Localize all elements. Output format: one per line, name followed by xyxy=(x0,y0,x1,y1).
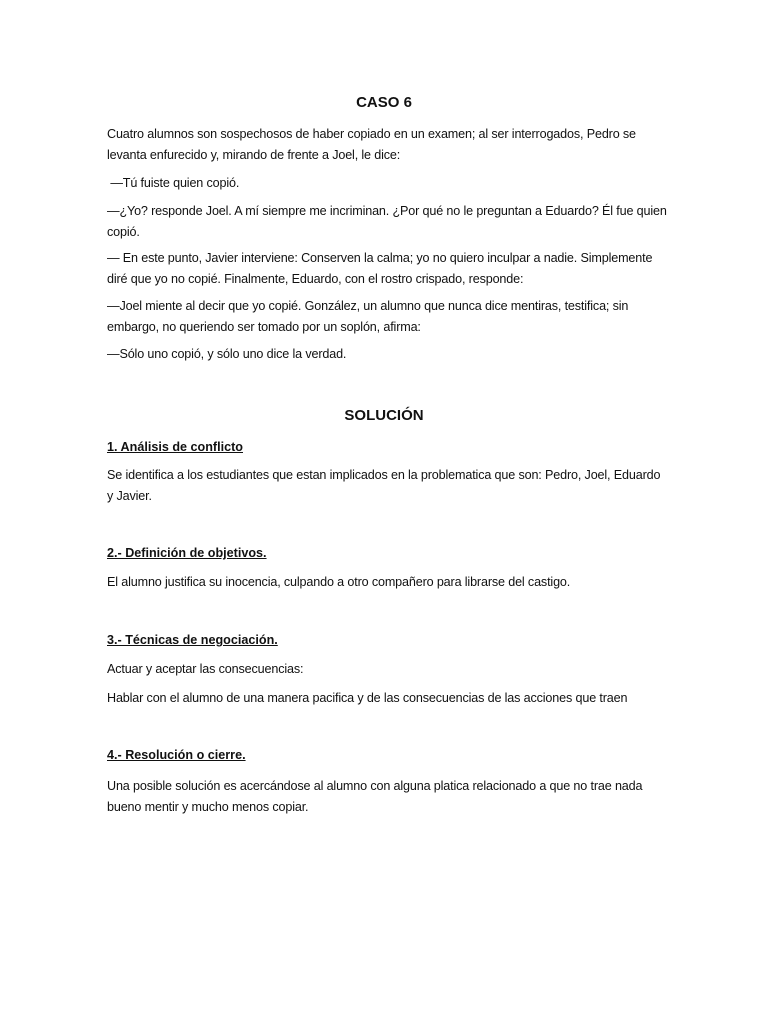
case-paragraph-pedro: —Tú fuiste quien copió. xyxy=(107,176,240,190)
section-heading-resolution: 4.- Resolución o cierre. xyxy=(107,748,246,762)
case-paragraph-javier: — En este punto, Javier interviene: Conserven la calma; yo no quiero inculpar a nadie. Simplemente diré que yo no copié. Finalmente, Eduardo, con el rostro crispado, responde: xyxy=(107,251,653,286)
section-heading-objectives: 2.- Definición de objetivos. xyxy=(107,546,267,560)
case-paragraph-eduardo: —Joel miente al decir que yo copié. González, un alumno que nunca dice mentiras, testifica; sin embargo, no queriendo ser tomado por un soplón, afirma: xyxy=(107,299,629,334)
section-paragraph-techniques-1: Actuar y aceptar las consecuencias: xyxy=(107,662,304,676)
section-paragraph-resolution: Una posible solución es acercándose al alumno con alguna platica relacionado a que no trae nada bueno mentir y mucho menos copiar. xyxy=(107,779,643,814)
case-paragraph-intro: Cuatro alumnos son sospechosos de haber copiado en un examen; al ser interrogados, Pedro se levanta enfurecido y, mirando de frente a Joel, le dice: xyxy=(107,127,636,162)
case-title: CASO 6 xyxy=(356,94,412,111)
section-paragraph-techniques-2: Hablar con el alumno de una manera pacifica y de las consecuencias de las acciones que traen xyxy=(107,691,628,705)
section-heading-analysis: 1. Análisis de conflicto xyxy=(107,440,243,454)
solution-title: SOLUCIÓN xyxy=(344,407,424,424)
case-paragraph-gonzalez: —Sólo uno copió, y sólo uno dice la verdad. xyxy=(107,347,347,361)
section-paragraph-analysis: Se identifica a los estudiantes que estan implicados en la problematica que son: Pedro, Joel, Eduardo y Javier. xyxy=(107,468,661,503)
case-paragraph-joel: —¿Yo? responde Joel. A mí siempre me incriminan. ¿Por qué no le preguntan a Eduardo? Él fue quien copió. xyxy=(107,204,667,239)
section-heading-techniques: 3.- Técnicas de negociación. xyxy=(107,633,278,647)
section-paragraph-objectives: El alumno justifica su inocencia, culpando a otro compañero para librarse del castigo. xyxy=(107,575,571,589)
